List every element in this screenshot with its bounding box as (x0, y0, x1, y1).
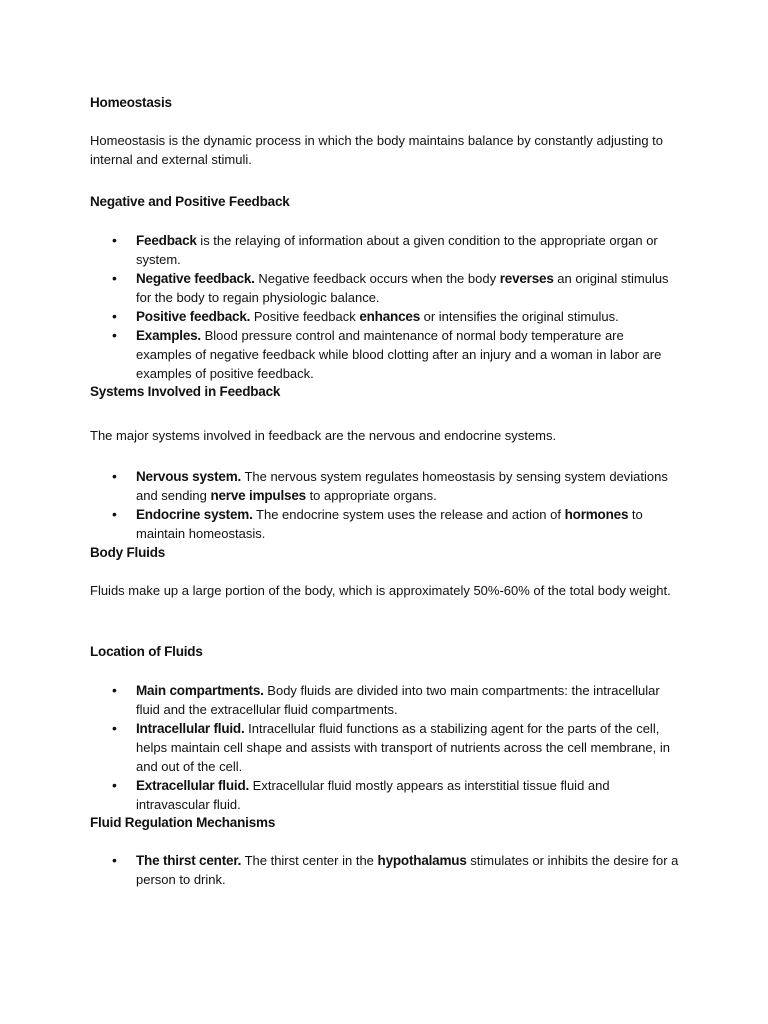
item-lead: Extracellular fluid. (136, 778, 250, 793)
feedback-heading: Negative and Positive Feedback (90, 194, 290, 209)
location-list (90, 681, 690, 814)
item-emphasis: enhances (359, 309, 421, 324)
doc-title-block (90, 93, 690, 112)
item-text: Body fluids are divided into two main compartments: the intracellular fluid and the extracellular fluid compartments. (136, 683, 660, 717)
intro-paragraph: Homeostasis is the dynamic process in which the body maintains balance by constantly adjusting to internal and external stimuli. (90, 133, 664, 167)
item-lead: The thirst center. (136, 853, 242, 868)
list-item (90, 851, 681, 889)
systems-list (90, 467, 690, 543)
item-lead: Feedback (136, 233, 197, 248)
fluids-heading: Body Fluids (90, 545, 166, 560)
intro-block (90, 131, 690, 169)
item-text: Extracellular fluid mostly appears as interstitial tissue fluid and intravascular fluid. (136, 778, 610, 812)
fluids-intro: Fluids make up a large portion of the body, which is approximately 50%-60% of the total body weight. (90, 583, 671, 598)
item-emphasis: reverses (499, 271, 554, 286)
item-lead: Endocrine system. (136, 507, 253, 522)
item-lead: Main compartments. (136, 683, 264, 698)
list-item (90, 231, 681, 269)
regulation-heading: Fluid Regulation Mechanisms (90, 815, 276, 830)
item-text: The thirst center in the (241, 853, 378, 868)
item-lead: Examples. (136, 328, 201, 343)
item-text-end: to maintain homeostasis. (136, 507, 643, 541)
item-lead: Intracellular fluid. (136, 721, 245, 736)
list-item (90, 719, 681, 776)
item-emphasis: hypothalamus (377, 853, 467, 868)
item-lead: Positive feedback. (136, 309, 251, 324)
regulation-list (90, 851, 690, 889)
list-item (90, 467, 681, 505)
item-text: Intracellular fluid functions as a stabilizing agent for the parts of the cell, helps maintain cell shape and assists with transport of nutrients across the cell membrane, in and out of the cell. (136, 721, 670, 774)
item-emphasis: hormones (564, 507, 629, 522)
item-text: Blood pressure control and maintenance of normal body temperature are examples of negative feedback while blood clotting after an injury and a woman in labor are examples of positive feedback. (136, 328, 662, 381)
item-emphasis: nerve impulses (210, 488, 306, 503)
feedback-list (90, 231, 690, 383)
systems-intro-block (90, 426, 690, 445)
systems-heading-block (90, 382, 690, 401)
list-item (90, 307, 681, 326)
location-heading: Location of Fluids (90, 644, 203, 659)
regulation-heading-block (90, 813, 690, 832)
doc-title: Homeostasis (90, 95, 172, 110)
item-text: The endocrine system uses the release and action of (252, 507, 565, 522)
item-text-end: stimulates or inhibits the desire for a person to drink. (136, 853, 679, 887)
list-item (90, 326, 681, 383)
item-lead: Nervous system. (136, 469, 242, 484)
list-item (90, 505, 681, 543)
list-item (90, 269, 681, 307)
location-heading-block (90, 642, 690, 661)
item-text-end: an original stimulus for the body to regain physiologic balance. (136, 271, 669, 305)
item-text: The nervous system regulates homeostasis by sensing system deviations and sending (136, 469, 668, 503)
systems-heading: Systems Involved in Feedback (90, 384, 281, 399)
item-text: Negative feedback occurs when the body (254, 271, 500, 286)
list-item (90, 776, 681, 814)
item-text-end: to appropriate organs. (305, 488, 437, 503)
item-text-end: or intensifies the original stimulus. (420, 309, 619, 324)
item-lead: Negative feedback. (136, 271, 255, 286)
list-item (90, 681, 681, 719)
fluids-heading-block (90, 543, 690, 562)
item-text: Positive feedback (250, 309, 360, 324)
item-text: is the relaying of information about a given condition to the appropriate organ or system. (136, 233, 658, 267)
feedback-heading-block (90, 192, 690, 211)
fluids-intro-block (90, 581, 690, 600)
systems-intro: The major systems involved in feedback are the nervous and endocrine systems. (90, 428, 557, 443)
